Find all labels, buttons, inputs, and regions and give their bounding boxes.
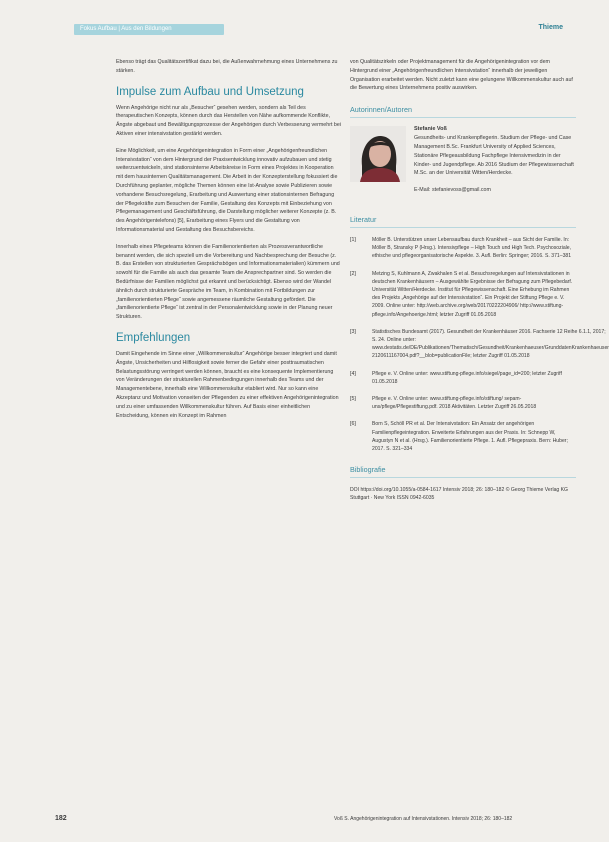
reference-number: [5] [350,396,356,403]
reference-number: [2] [350,270,356,277]
reference-number: [3] [350,328,356,335]
right-column [350,58,609,503]
page-number: 182 [55,815,67,822]
reference-text: Born S, Schöll PR et al. Der Intensivstation: Ein Ansatz der angehörigen Familienpflegeintegration. Erweiterte Erfahrungen aus der Praxis. In: Schnepp W, Augustyn N et al. (Hrsg.). Familienorientierte Pflege. 1. Aufl. Pflegepraxis. Bern: Huber; 2017. S. 321–334 [372,421,568,453]
reference-text: Pflege e. V. Online unter: www.stiftung-pflege.info/siegel/page_id=200; letzter Zugriff 01.05.2018 [372,370,562,385]
author-email[interactable]: E-Mail: stefanievoss@gmail.com [414,187,491,194]
publisher-logo: Thieme [538,24,563,31]
literature-heading: Literatur [350,215,576,228]
reference-text: Möller B. Unterstützen unser Lebensaufbau durch Krankheit – aus Sicht der Familie. In: Möller B, Stransky P (Hrsg.). Intensivpflege – High Touch und High Tech. Psychosoziale, ethische und pflegeorganisatorische Aspekte. 3. Aufl. Berlin: Springer; 2016. S. 371–381 [372,236,572,260]
authors-heading: Autorinnen/Autoren [350,105,576,118]
reference-number: [4] [350,370,356,377]
reference-text: Metzing S, Kuhlmann A, Zwakhalen S et al. Besuchsregelungen auf Intensivstationen in deutschen Krankenhäusern – Ausgewählte Ergebnisse der Befragung zum Pflegebedarf. Universität Witten/Herdecke. Institut für Pflegewissenschaft. Eine Erhebung im Rahmen des Projekts „Angehörige auf der Intensivstation“. Ein Projekt der Stiftung Pflege e. V. 2009. Online unter: http://web.archive.org/web/20170222204906/ http://www.stiftung-pflege.info/Angehoerige.html; letzter Zugriff 01.05.2018 [372,270,573,318]
author-details [414,126,576,203]
reference-number: [1] [350,236,356,243]
right-paragraph-0: von Qualitätszirkeln oder Projektmanagement für die Angehörigenintegration vor dem Hintergrund einer „Angehörigenfreundlichen Intensivstation“ innerhalb der jeweiligen Organisation erarbeitet werden. Nicht zuletzt kann eine gelungene Willkommenskultur auch auf die Bewertung eines Unternehmens positiv auswirken. [350,59,573,92]
left-paragraph-2: Eine Möglichkeit, um eine Angehörigenintegration in Form einer „Angehörigenfreundlichen Intensivstation“ von dem Hintergrund der Praxisentwicklung innovativ aufzubauen und stetig weiterzuentwickeln, sind stationsinterne Arbeitskreise in Form eines Projektes in Kooperation mit dem hausinternen Qualitätsmanagement. Die Arbeit in der Konzepterstellung fokussiert die Durchführung geplanter, mögliche Themen können eine Ist-Analyse sowie Publizieren sowie vorhandene Besuchsregelung, Erarbeitung und Auswertung einer stationsinternen Befragung der Pflegekräfte zum Besuchen der Familie, Gestaltung des Konzepts mit Einbeziehung von Pflegemanagement und Geschäftsführung, die Darstellung möglicher weiterer Konzepte (z. B. des Angehörigentelefons) [5], Erarbeitung eines Flyers und die Gestaltung von Informationsmaterial und Gestaltung des Besuchsbereichs. [116,147,338,233]
left-paragraph-4: Damit Eingehende im Sinne einer „Willkommenskultur“ Angehörige besser integriert und damit Ängste, Unsicherheiten und Hilflosigkeit sowie ferner die Gefahr einer posttraumatischen Belastungsstörung verringert werden können, braucht es eine konsequente Implementierung von Veränderungen der strukturellen Rahmenbedingungen innerhalb des Teams und der Managementebene, innerhalb eine Willkommenskultur etabliert wird. Nur so kann eine Akzeptanz und Motivation vonseiten der Pflegenden zu einer effektiven Angehörigenintegration und zu einer umfassenden Willkommenskultur führen. Auf Basis einer einheitlichen Entscheidung, können ein Konzept im Rahmen [116,350,339,419]
section-heading-empfehlungen: Empfehlungen [116,331,191,344]
section-heading-impulse: Impulse zum Aufbau und Umsetzung [116,85,304,98]
left-paragraph-1: Wenn Angehörige nicht nur als „Besucher“ gesehen werden, sondern als Teil des therapeutischen Konzepts, können durch das Herstellen von Nähe aufkommende Konflikte, Ängste abgebaut und Bewältigungsprozesse der Angehörigen durch Verbesserung vermehrt bei Aktiven einer intensivstation gestärkt werden. [116,104,341,137]
left-column [116,58,342,428]
reference-number: [6] [350,421,356,428]
left-paragraph-0: Ebenso trägt das Qualitätszertifikat dazu bei, die Außenwahrnehmung eines Unternehmens zu stärken. [116,59,338,74]
section-tag: Fokus Aufbau | Aus den Bildungen [74,24,224,35]
reference-list [350,236,609,453]
journal-citation: Voß S. Angehörigenintegration auf Intensivstationen. Intensiv 2018; 26: 180–182 [334,816,513,822]
reference-item [350,370,576,386]
author-box [350,126,576,203]
author-name: Stefanie Voß [414,126,447,133]
reference-item [350,395,576,411]
reference-item [350,236,576,261]
reference-item [350,420,576,453]
bibliography-heading: Bibliografie [350,465,576,478]
reference-item [350,328,609,361]
bibliography-text: DOI https://doi.org/10.1055/a-0584-1617 Intensiv 2018; 26: 180–182 © Georg Thieme Verlag KG Stuttgart · New York ISSN 0942-6035 [350,487,569,502]
author-portrait [350,126,406,182]
left-paragraph-3: Innerhalb eines Pflegeteams können die Familienorientierten als Prozessverantwortliche benannt werden, die sich speziell um die Vorbereitung und Nachbesprechung der Besuche (z. B. das Erstellen von strukturierten Gesprächsbögen und Informationsmaterialien) kümmern und sowohl für die Familie als auch das gesamte Team die Ansprechpartner sind. So werden die Bedürfnisse der Familien möglichst gut erkannt und berücksichtigt. Ebenso wird der Wandel ähnlich durch strukturierte Gespräche im Team, in Kombination mit Fortbildungen zur „familienorientierten Pflege“ sowie angemessene räumliche Gestaltung gefördert. Die „familienorientierte Pflege“ ist zentral in der Personalentwicklung sowie in der Planung neuer Strukturen. [116,243,340,321]
reference-text: Statistisches Bundesamt (2017). Gesundheit der Krankenhäuser 2016. Fachserie 12 Reihe 6.1.1, 2017; S. 24. Online unter: www.destatis.de/DE/Publikationen/Thematisch/Gesundheit/Krankenhaeuser/GrunddatenKrankenhaeuser 2120611167004.pdf?__blob=publicationFile; letzter Zugriff 01.05.2018 [372,328,609,360]
author-bio: Gesundheits- und Krankenpflegerin. Studium der Pflege- und Case Management B.Sc. Frankfurt University of Applied Sciences, Stationäre Pflegeausbildung Fachpflege Intensivmedizin in der Kinder- und Jugendpflege. Ab 2016 Studium der Pflegewissenschaft M.Sc. an der Universität Witten/Herdecke. [414,135,574,177]
reference-text: Pflege e. V. Online unter: www.stiftung-pflege.info/stiftung/ sepam-uns/pflege/Pflegestiftung.pdf. 2018 Aktivitäten. Letzter Zugriff 26.05.2018 [372,396,537,411]
reference-item [350,270,576,319]
